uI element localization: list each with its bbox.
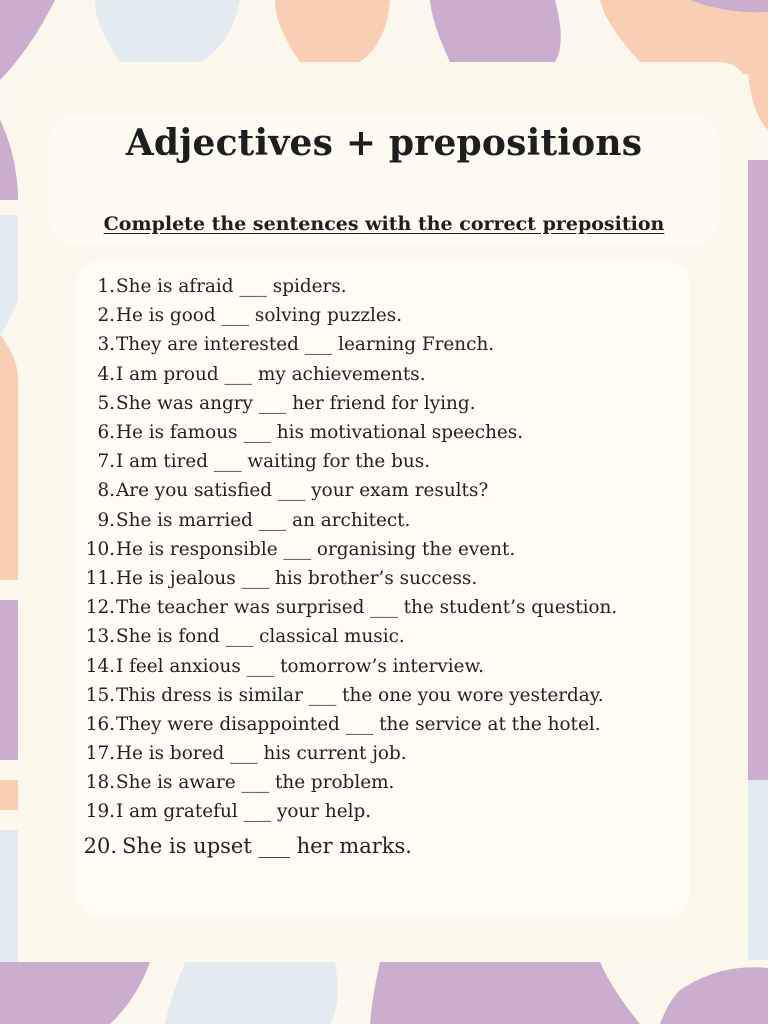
question-text: He is famous ___ his motivational speeches. (116, 422, 524, 444)
bg-shape-lavender-bottom-left (0, 962, 150, 1024)
bg-shape-lavender-bottom (370, 962, 640, 1024)
bg-shape-blue-left-bottom (0, 830, 18, 962)
list-item (76, 535, 617, 564)
question-text: He is jealous ___ his brother’s success. (116, 567, 478, 589)
question-text: I am proud ___ my achievements. (116, 363, 426, 385)
list-item (76, 681, 617, 710)
question-number: 17. (85, 743, 115, 765)
question-text: They are interested ___ learning French. (116, 334, 495, 356)
question-text: She is aware ___ the problem. (116, 772, 395, 794)
bg-shape-lavender-left (0, 600, 18, 760)
question-number: 6. (97, 422, 115, 444)
bg-shape-peach-top (275, 0, 390, 62)
bg-shape-blue-bottom (165, 962, 338, 1024)
list-item (76, 564, 617, 593)
question-text: Are you satisfied ___ your exam results? (116, 480, 489, 502)
list-item (76, 768, 617, 797)
question-number: 11. (85, 567, 115, 589)
bg-shape-blue-right (748, 780, 768, 960)
question-number: 9. (97, 509, 115, 531)
list-item (76, 739, 617, 768)
list-item (76, 301, 617, 330)
question-number: 12. (85, 597, 115, 619)
question-number: 20. (83, 833, 117, 858)
question-number: 18. (85, 772, 115, 794)
question-text: He is responsible ___ organising the event. (116, 538, 516, 560)
question-text: They were disappointed ___ the service at the hotel. (116, 713, 601, 735)
list-item (76, 710, 617, 739)
list-item (76, 476, 617, 505)
question-number: 10. (85, 538, 115, 560)
question-number: 19. (85, 801, 115, 823)
bg-shape-peach-right (748, 70, 768, 130)
question-text: I am grateful ___ your help. (116, 801, 372, 823)
question-number: 3. (97, 334, 115, 356)
bg-shape-peach-left-bottom (0, 780, 18, 810)
instructions: Complete the sentences with the correct preposition (103, 213, 665, 235)
question-list (76, 272, 617, 863)
question-number: 7. (97, 451, 115, 473)
question-number: 15. (85, 684, 115, 706)
question-text: The teacher was surprised ___ the student’s question. (116, 597, 618, 619)
bg-shape-peach-left (0, 335, 18, 580)
list-item (76, 418, 617, 447)
question-number: 8. (97, 480, 115, 502)
question-number: 2. (97, 305, 115, 327)
bg-shape-lavender-right (748, 160, 768, 780)
question-number: 14. (85, 655, 115, 677)
question-number: 13. (85, 626, 115, 648)
list-item (76, 360, 617, 389)
list-item (76, 389, 617, 418)
question-text: I am tired ___ waiting for the bus. (116, 451, 431, 473)
list-item (76, 272, 617, 301)
question-text: She is fond ___ classical music. (116, 626, 405, 648)
question-text: I feel anxious ___ tomorrow’s interview. (116, 655, 484, 677)
question-text: This dress is similar ___ the one you wore yesterday. (116, 684, 604, 706)
question-text: He is good ___ solving puzzles. (116, 305, 403, 327)
list-item (76, 330, 617, 359)
question-text: She was angry ___ her friend for lying. (116, 392, 476, 414)
question-text: She is afraid ___ spiders. (116, 276, 347, 298)
list-item (76, 593, 617, 622)
list-item (76, 506, 617, 535)
page-title: Adjectives + prepositions (125, 122, 643, 164)
list-item (76, 447, 617, 476)
question-number: 16. (85, 713, 115, 735)
list-item (76, 622, 617, 651)
question-number: 4. (97, 363, 115, 385)
list-item (76, 797, 617, 826)
question-number: 5. (97, 392, 115, 414)
question-text: She is married ___ an architect. (116, 509, 411, 531)
list-item (76, 651, 617, 680)
list-item (76, 829, 617, 863)
bg-shape-lavender-top (430, 0, 561, 62)
question-text: She is upset ___ her marks. (122, 833, 412, 858)
bg-shape-lavender-bottom-right (660, 967, 768, 1024)
question-number: 1. (97, 276, 115, 298)
question-text: He is bored ___ his current job. (116, 743, 407, 765)
bg-shape-blue-top (95, 0, 240, 62)
